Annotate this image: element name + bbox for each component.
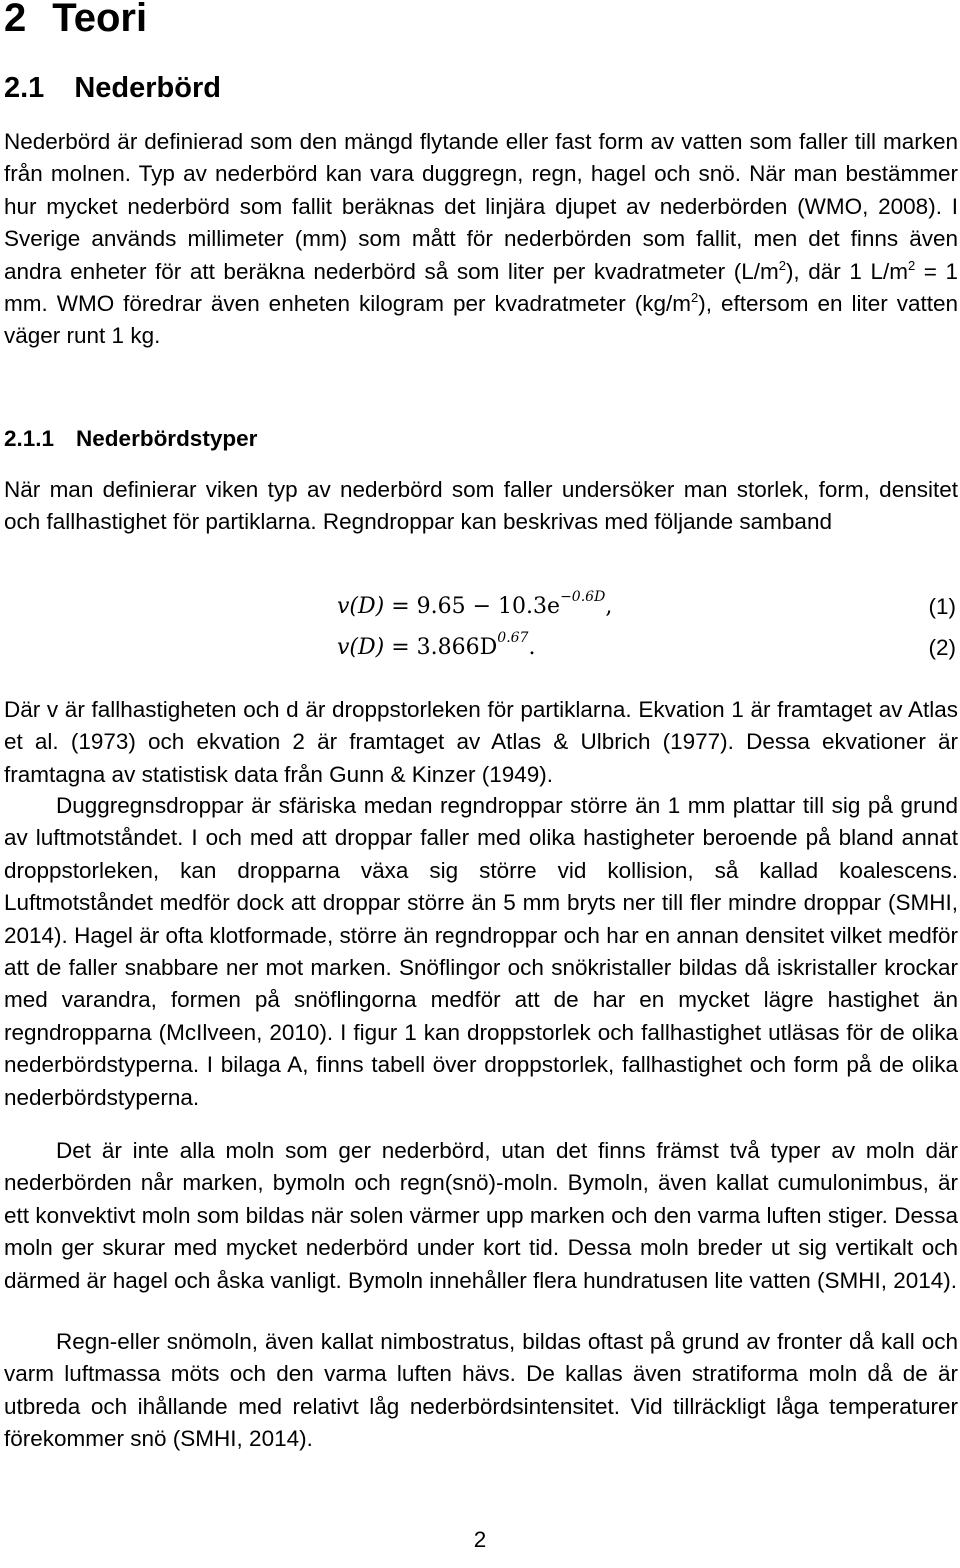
p1-text-d: ), eftersom en liter vatten väger runt 1 kg. bbox=[4, 291, 958, 349]
equation-2-number: (2) bbox=[928, 635, 956, 660]
equation-2 bbox=[0, 630, 960, 667]
equation-2-exponent: 0.67 bbox=[497, 630, 529, 646]
equation-1-exponent: −0.6D bbox=[560, 589, 606, 605]
chapter-number: 2 bbox=[4, 0, 27, 40]
paragraph-drop-types: Duggregnsdroppar är sfäriska medan regndroppar större än 1 mm plattar till sig på grund av luftmotståndet. I och med att droppar faller med olika hastigheter beroende på bland annat droppstorleken, kan dropparna växa sig större vid kollision, så kallad koalescens. Luftmotståndet medför dock att droppar större än 5 mm bryts ner till fler mindre droppar (SMHI, 2014). Hagel är ofta klotformade, större än regndroppar och har en annan densitet vilket medför att de faller snabbare ner mot marken. Snöflingor och snökristaller bildas då iskristaller krockar med varandra, formen på snöflingorna medför att de har en mycket lägre hastighet än regndropparna (McIlveen, 2010). I figur 1 kan droppstorlek och fallhastighet utläsas för de olika nederbördstyperna. I bilaga A, finns tabell över droppstorlek, fallhastighet och form på de olika nederbördstyperna. bbox=[4, 793, 958, 1110]
equation-1-number: (1) bbox=[928, 594, 956, 619]
section-number: 2.1 bbox=[4, 72, 45, 104]
subsection-title: Nederbördstyper bbox=[76, 426, 258, 451]
page-number: 2 bbox=[473, 1527, 487, 1552]
chapter-title: Teori bbox=[52, 0, 148, 40]
chapter-heading bbox=[4, 0, 147, 40]
subsection-heading bbox=[4, 424, 257, 454]
equation-1-tail: , bbox=[605, 594, 613, 619]
equation-2-tail: . bbox=[528, 635, 536, 660]
paragraph-nimbostratus: Regn-eller snömoln, även kallat nimbostratus, bildas oftast på grund av fronter då kall och varm luftmassa möts och den varma luften hävs. De kallas även stratiforma moln då de är utbreda och ihållande med relativt låg nederbördsintensitet. Vid tillräckligt låga temperaturer förekommer snö (SMHI, 2014). bbox=[4, 1329, 958, 1452]
paragraph-types-intro: När man definierar viken typ av nederbörd som faller undersöker man storlek, form, densitet och fallhastighet för partiklarna. Regndroppar kan beskrivas med följande samband bbox=[4, 477, 958, 535]
superscript: 2 bbox=[691, 290, 699, 306]
p1-text-c: = 1 mm. WMO föredrar även enheten kilogram per kvadratmeter (kg/m bbox=[4, 258, 958, 317]
paragraph-definition bbox=[4, 126, 958, 353]
p1-text-b: ), där 1 L/m bbox=[785, 258, 908, 284]
superscript: 2 bbox=[907, 257, 916, 273]
equation-1-lhs: v(D) = bbox=[337, 594, 417, 619]
section-heading bbox=[4, 70, 221, 106]
equation-1 bbox=[0, 589, 960, 626]
equation-2-expression bbox=[337, 630, 536, 660]
paragraph-equation-notes: Där v är fallhastigheten och d är droppstorleken för partiklarna. Ekvation 1 är framtaget av Atlas et al. (1973) och ekvation 2 är framtaget av Atlas & Ulbrich (1977). Dessa ekvationer är framtagna av statistisk data från Gunn & Kinzer (1949). bbox=[4, 697, 958, 787]
p1-text-a: Nederbörd är definierad som den mängd flytande eller fast form av vatten som faller till marken från molnen. Typ av nederbörd kan vara duggregn, regn, hagel och snö. När man bestämmer hur mycket nederbörd som fallit beräknas det linjära djupet av nederbörden (WMO, 2008). I Sverige används millimeter (mm) som mått för nederbörden som fallit, men det finns även andra enheter för att beräkna nederbörd så som liter per kvadratmeter (L/m bbox=[4, 129, 958, 284]
equation-2-body: 3.866D bbox=[416, 635, 498, 660]
section-title: Nederbörd bbox=[74, 72, 221, 104]
equation-2-lhs: v(D) = bbox=[337, 635, 417, 660]
paragraph-cloud-types: Det är inte alla moln som ger nederbörd, utan det finns främst två typer av moln där nederbörden når marken, bymoln och regn(snö)-moln. Bymoln, även kallat cumulonimbus, är ett konvektivt moln som bildas när solen värmer upp marken och den varma luften stiger. Dessa moln ger skurar med mycket nederbörd under kort tid. Dessa moln breder ut sig vertikalt och därmed är hagel och åska vanligt. Bymoln innehåller flera hundratusen lite vatten (SMHI, 2014). bbox=[4, 1138, 958, 1293]
subsection-number: 2.1.1 bbox=[4, 426, 55, 451]
equation-1-body: 9.65 − 10.3e bbox=[416, 594, 561, 619]
superscript: 2 bbox=[778, 257, 786, 273]
equation-1-expression bbox=[337, 589, 613, 619]
